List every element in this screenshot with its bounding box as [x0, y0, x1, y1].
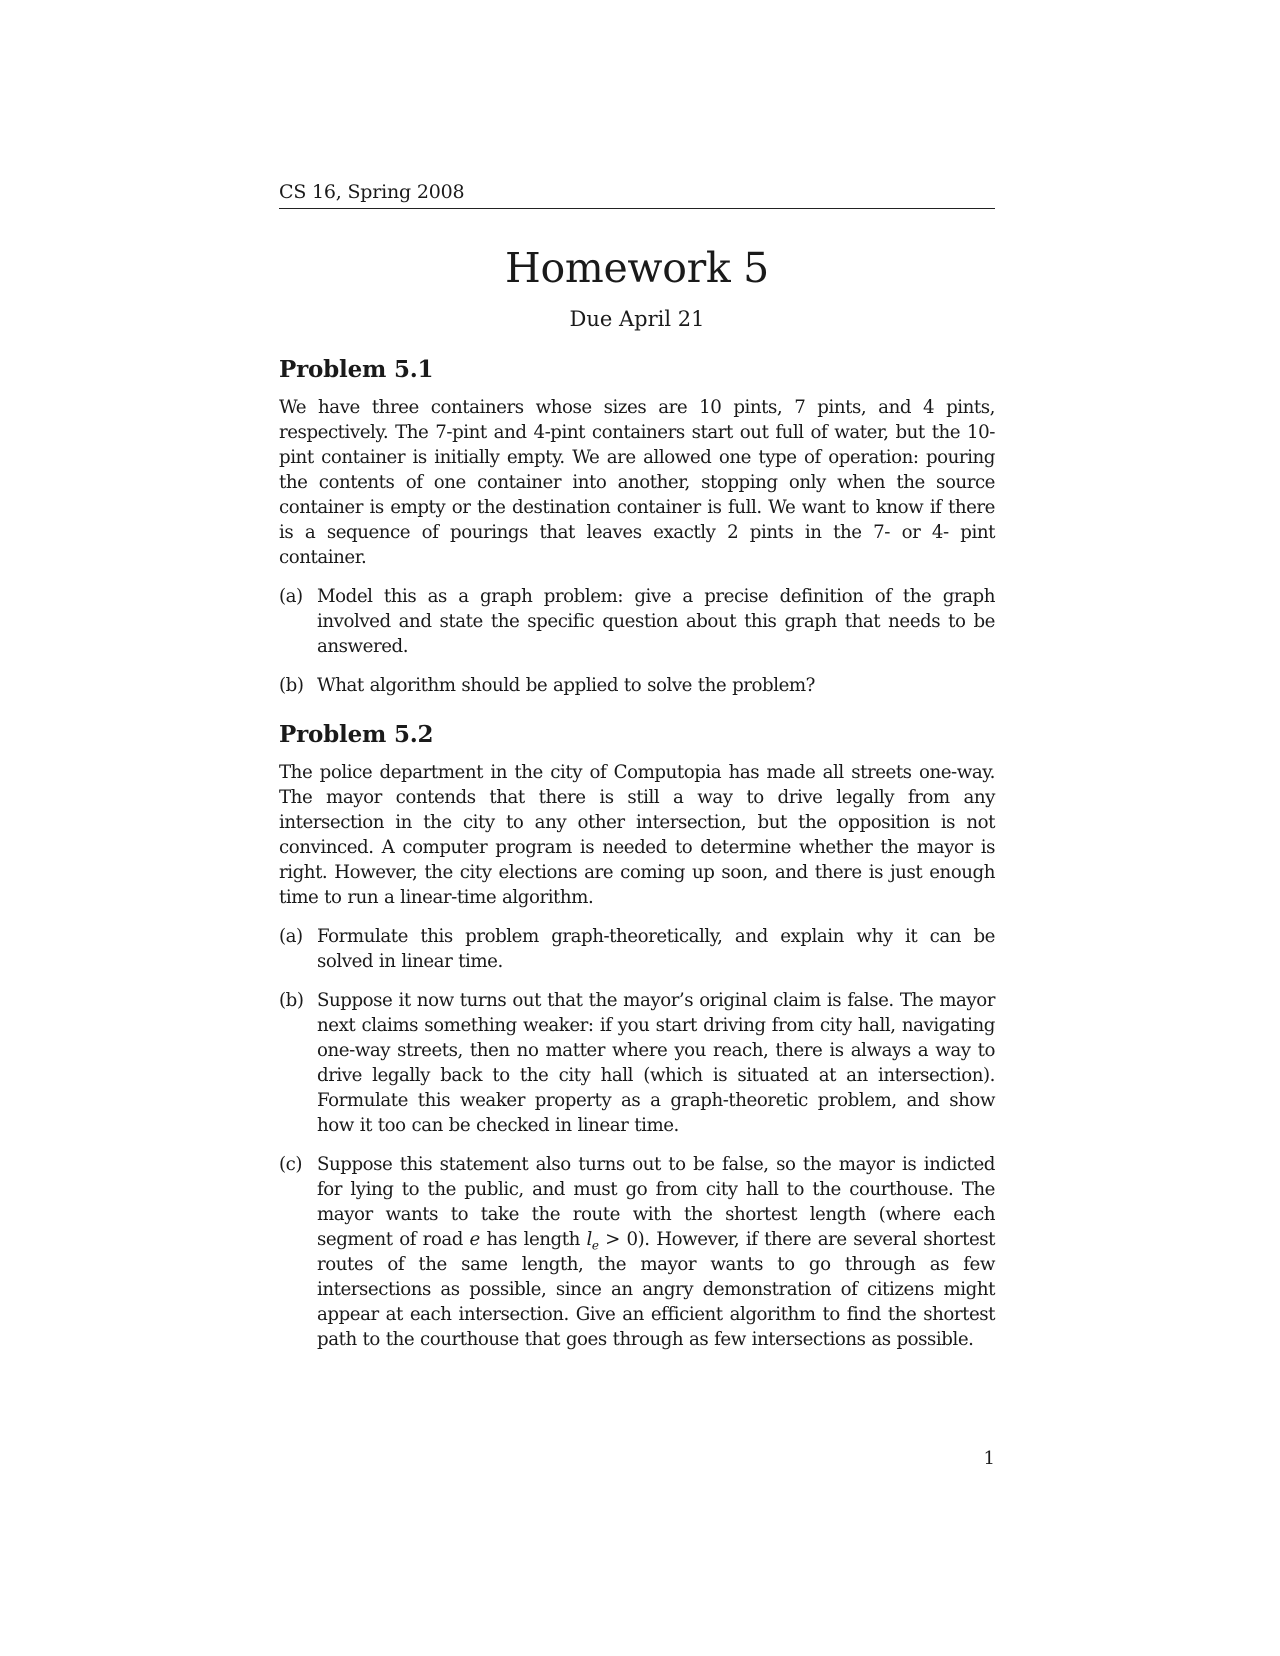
problem-heading: Problem 5.1: [279, 356, 434, 383]
part-label: (b): [279, 675, 304, 696]
page-number: 1: [983, 1448, 995, 1469]
problem-intro: We have three containers whose sizes are 10 pints, 7 pints, and 4 pints, respectively. The 7-pint and 4-pint containers start out full of water, but the 10-pint container is initially empty. We are allowed one type of operation: pouring the contents of one container into another, stopping only when the source container is empty or the destination container is full. We want to know if there is a sequence of pourings that leaves exactly 2 pints in the 7- or 4- pint container.: [279, 397, 995, 568]
part-text-segment: has length: [479, 1229, 587, 1250]
part-label: (a): [279, 586, 303, 607]
part-text: [317, 1154, 995, 1350]
part-text: Suppose it now turns out that the mayor’s original claim is false. The mayor next claims something weaker: if you start driving from city hall, navigating one-way streets, then no matter where you reach, there is always a way to drive legally back to the city hall (which is situated at an intersection). Formulate this weaker property as a graph-theoretic problem, and show how it too can be checked in linear time.: [317, 990, 995, 1136]
part-text-segment: Suppose this statement also turns out to be false, so the mayor is indicted for lying to the public, and must go from city hall to the courthouse. The mayor wants to take the route with the shortest length (where each segment of road: [317, 1154, 995, 1250]
due-date: Due April 21: [569, 307, 705, 331]
document-page: [279, 180, 995, 1352]
math-subscript: e: [591, 1238, 599, 1253]
part-text: Formulate this problem graph-theoretically, and explain why it can be solved in linear time.: [317, 926, 995, 972]
problem-heading: Problem 5.2: [279, 721, 434, 748]
problem-part: [279, 584, 995, 659]
problem-part: [279, 988, 995, 1138]
math-variable: e: [469, 1229, 480, 1250]
part-label: (a): [279, 926, 303, 947]
problem-intro: The police department in the city of Computopia has made all streets one-way. The mayor contends that there is still a way to drive legally from any intersection in the city to any other intersection, but the opposition is not convinced. A computer program is needed to determine whether the mayor is right. However, the city elections are coming up soon, and there is just enough time to run a linear-time algorithm.: [279, 762, 995, 908]
part-label: (b): [279, 990, 304, 1011]
problem-part: [279, 673, 995, 698]
part-text: What algorithm should be applied to solve the problem?: [317, 675, 815, 696]
running-header: CS 16, Spring 2008: [279, 180, 995, 209]
problem-part: [279, 1152, 995, 1352]
document-title: Homework 5: [505, 244, 769, 292]
math-variable: l: [586, 1229, 592, 1250]
part-label: (c): [279, 1154, 303, 1175]
part-text-segment: > 0). However, if there are several shortest routes of the same length, the mayor wants to go through as few intersections as possible, since an angry demonstration of citizens might appear at each intersection. Give an efficient algorithm to find the shortest path to the courthouse that goes through as few intersections as possible.: [317, 1229, 995, 1350]
part-text: Model this as a graph problem: give a precise definition of the graph involved and state the specific question about this graph that needs to be answered.: [317, 586, 995, 657]
problem-part: [279, 924, 995, 974]
